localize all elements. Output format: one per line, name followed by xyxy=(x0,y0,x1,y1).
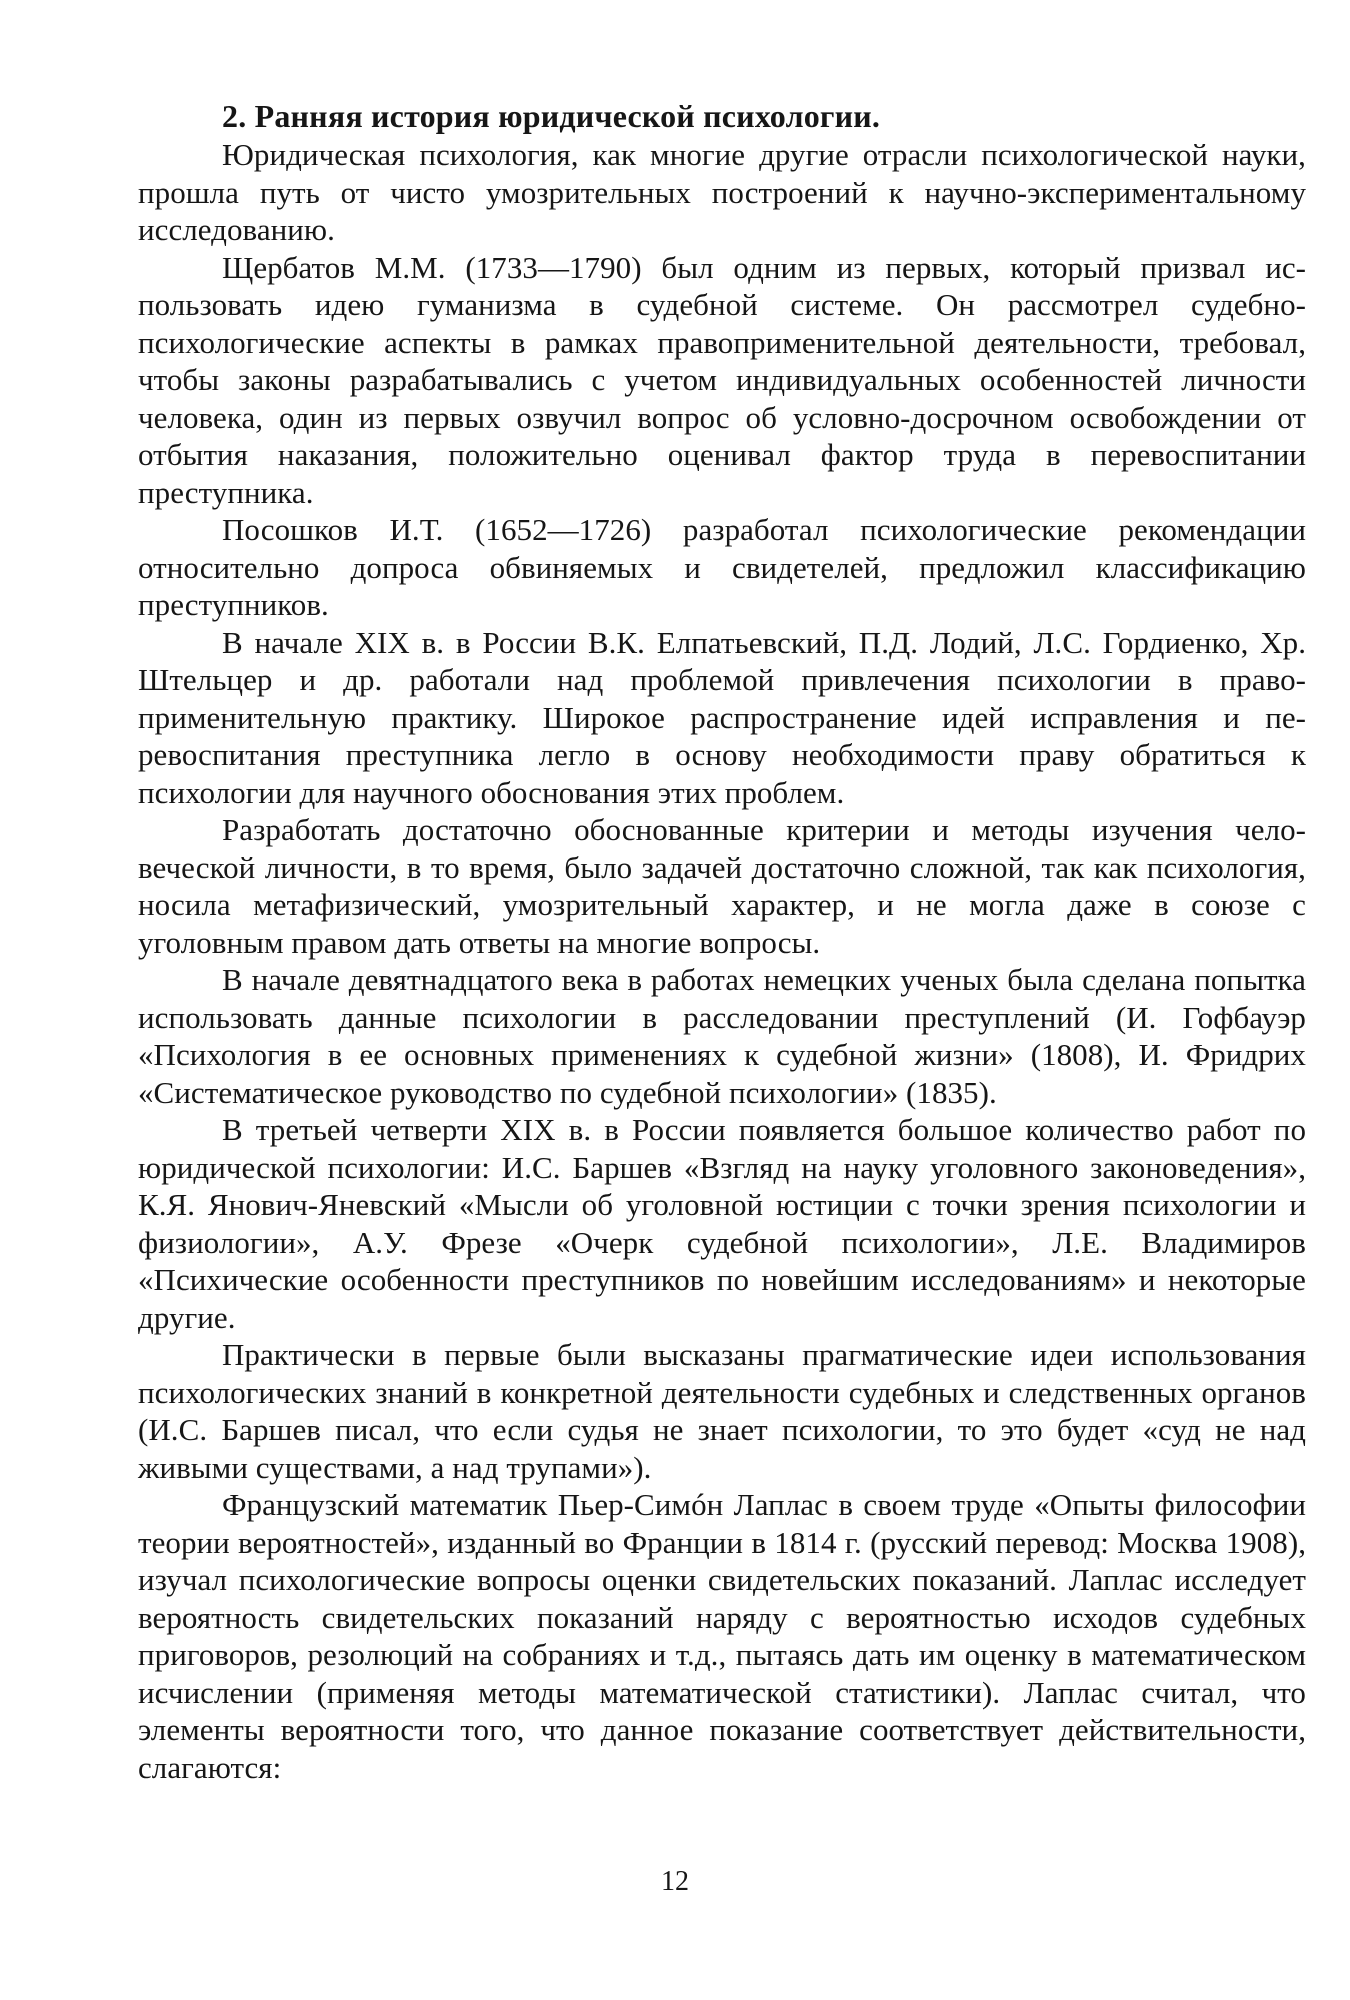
paragraph-pososhkov: Посошков И.Т. (1652—1726) разработал психологические рекомендации относительно допроса обвиняемых и свидетелей, предложил классификацию преступников. xyxy=(138,512,1306,622)
paragraph-shcherbatov: Щербатов М.М. (1733—1790) был одним из первых, который призвал использовать идею гуманизма в судебной системе. Он рассмотрел судебно-психологические аспекты в рамках правоприменительной деятельности, требовал, чтобы законы разрабатывались с учетом индивидуальных особенностей личности человека, один из первых озвучил вопрос об условно-досрочном освобождении от отбытия наказания, положительно оценивал фактор труда в перевоспитании преступника. xyxy=(138,249,1306,510)
paragraph-criteria-methods: Разработать достаточно обоснованные критерии и методы изучения человеческой личности, в то время, было задачей достаточно сложной, так как психология, носила метафизический, умозрительный характер, и не могла даже в союзе с уголовным правом дать ответы на многие вопросы. xyxy=(138,812,1306,960)
paragraph-german-scholars: В начале девятнадцатого века в работах немецких ученых была сделана попытка использовать данные психологии в расследовании преступлений (И. Гофбауэр «Психология в ее основных применениях к судебной жизни» (1808), И. Фридрих «Систематическое руководство по судебной психологии» (1835). xyxy=(138,962,1306,1110)
paragraph-intro: Юридическая психология, как многие другие отрасли психологической науки, прошла путь от чисто умозрительных построений к научно-экспериментальному исследованию. xyxy=(138,137,1306,247)
paragraph-third-quarter: В третьей четверти XIX в. в России появляется большое количество работ по юридической психологии: И.С. Баршев «Взгляд на науку уголовного законоведения», К.Я. Янович-Яневский «Мысли об уголовной юстиции с точки зрения психологии и физиологии», А.У. Фрезе «Очерк судебной психологии», Л.Е. Владимиров «Психические особенности преступников по новейшим исследованиям» и некоторые другие. xyxy=(138,1112,1306,1335)
section-heading: 2. Ранняя история юридической психологии. xyxy=(222,98,881,134)
document-page xyxy=(138,96,1306,1786)
page-number: 12 xyxy=(661,1866,689,1897)
paragraph-pragmatic-ideas: Практически в первые были высказаны прагматические идеи использования психологических знаний в конкретной деятельности судебных и следственных органов (И.С. Баршев писал, что если судья не знает психологии, то это будет «суд не над живыми существами, а над трупами»). xyxy=(138,1337,1306,1485)
paragraph-early-19th-century: В начале XIX в. в России В.К. Елпатьевский, П.Д. Лодий, Л.С. Гордиенко, Хр. Штельцер и др. работали над проблемой привлечения психологии в правоприменительную практику. Широкое распространение идей исправления и перевоспитания преступника легло в основу необходимости праву обратиться к психологии для научного обоснования этих проблем. xyxy=(138,624,1306,810)
paragraph-laplace: Французский математик Пьер-Симóн Лаплас в своем труде «Опыты философии теории вероятностей», изданный во Франции в 1814 г. (русский перевод: Москва 1908), изучал психологические вопросы оценки свидетельских показаний. Лаплас исследует вероятность свидетельских показаний наряду с вероятностью исходов судебных приговоров, резолюций на собраниях и т.д., пытаясь дать им оценку в математическом исчислении (применяя методы математической статистики). Лаплас считал, что элементы вероятности того, что данное показание соответствует действительности, слагаются: xyxy=(138,1487,1306,1785)
